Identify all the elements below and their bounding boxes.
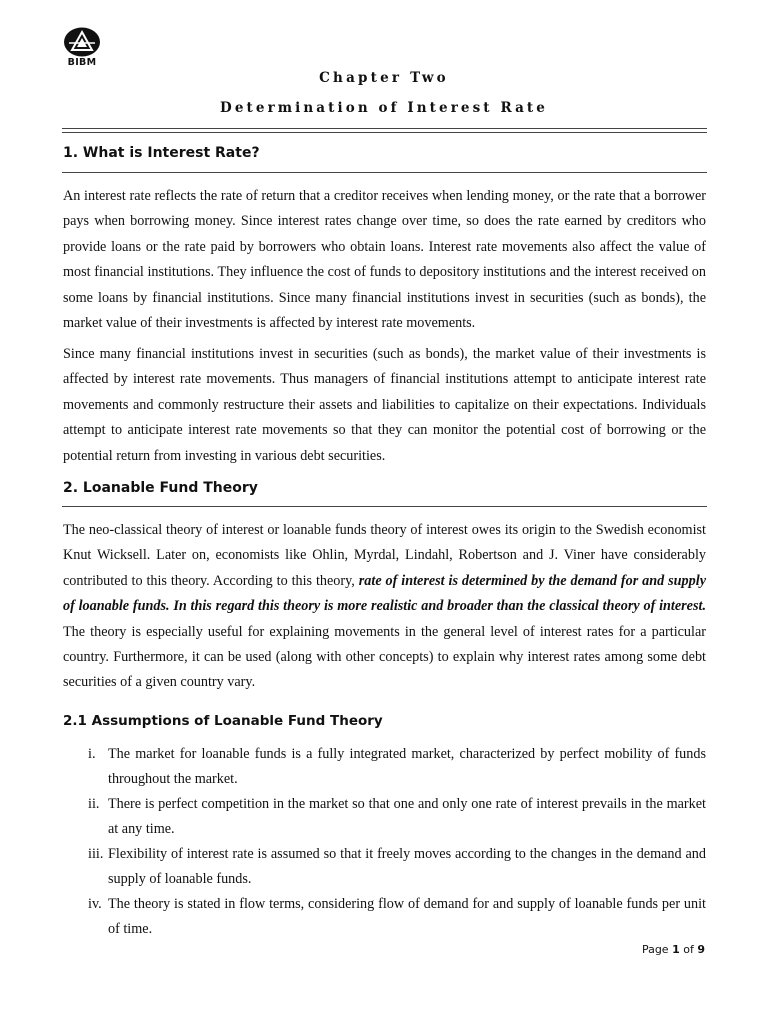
page-current: 1 <box>672 943 680 956</box>
list-item-text: There is perfect competition in the market so that one and only one rate of interest prevails in the market at any time. <box>108 796 706 837</box>
section-1-paragraph-1: An interest rate reflects the rate of return that a creditor receives when lending money, or the rate that a borrower pays when borrowing money. Since interest rates change over time, so does the rate earned by creditors who provide loans or the rate paid by borrowers who obtain loans. Interest rate movements also affect the value of most financial institutions. They influence the cost of funds to depository institutions and the interest received on some loans by financial institutions. Since many financial institutions invest in securities (such as bonds), the market value of their investments is affected by interest rate movements. <box>63 188 706 332</box>
emphasized-definition: rate of interest is determined by the demand for and supply of loanable funds. In this regard this theory is more realistic and broader than the classical theory of interest. <box>63 572 706 615</box>
paragraph-text-start: The neo-classical theory of interest or loanable funds theory of interest owes its origin to the Swedish economist Knut Wicksell. Later on, economists like Ohlin, Myrdal, Lindahl, Robertson and J. Viner have considerably contributed to this theory. According to this theory, <box>63 522 706 589</box>
list-item-number: iv. <box>88 896 102 912</box>
page-of: of <box>679 943 698 956</box>
list-item-text: The theory is stated in flow terms, considering flow of demand for and supply of loanable funds per unit of time. <box>108 896 706 937</box>
subsection-2-1-heading: 2.1 Assumptions of Loanable Fund Theory <box>63 713 383 729</box>
section-1-paragraph-2: Since many financial institutions invest in securities (such as bonds), the market value of their investments is affected by interest rate movements. Thus managers of financial institutions attempt to anticipate interest rate movements and commonly restructure their assets and liabilities to capitalize on their expectations. Individuals attempt to anticipate interest rate movements so that they can monitor the potential cost of borrowing or the potential return from investing in various debt securities. <box>63 346 706 464</box>
paragraph-text-end: The theory is especially useful for explaining movements in the general level of interest rates for a particular country. Furthermore, it can be used (along with other concepts) to explain why interest rates among some debt securities of a given country vary. <box>63 623 706 691</box>
section-1-rule <box>62 172 707 173</box>
list-item <box>63 742 706 792</box>
logo-text: BIBM <box>67 57 97 68</box>
section-2-heading: 2. Loanable Fund Theory <box>63 480 258 496</box>
list-item-text: The market for loanable funds is a fully integrated market, characterized by perfect mobility of funds throughout the market. <box>108 746 706 787</box>
assumptions-list <box>63 742 706 942</box>
list-item <box>63 842 706 892</box>
chapter-title: Determination of Interest Rate <box>220 100 548 116</box>
bibm-logo <box>63 27 101 68</box>
list-item-number: iii. <box>88 846 104 862</box>
list-item <box>63 892 706 942</box>
header-double-rule <box>62 128 707 133</box>
chapter-label: Chapter Two <box>319 70 449 86</box>
list-item-number: i. <box>88 746 96 762</box>
section-2-paragraph <box>63 518 706 696</box>
list-item-number: ii. <box>88 796 100 812</box>
section-1-heading: 1. What is Interest Rate? <box>63 145 260 161</box>
list-item-text: Flexibility of interest rate is assumed so that it freely moves according to the changes in the demand and supply of loanable funds. <box>108 846 706 887</box>
page-number <box>642 943 705 956</box>
page-total: 9 <box>697 943 705 956</box>
bibm-emblem-icon <box>63 27 101 57</box>
section-2-rule <box>62 506 707 507</box>
page-prefix: Page <box>641 943 673 956</box>
list-item <box>63 792 706 842</box>
